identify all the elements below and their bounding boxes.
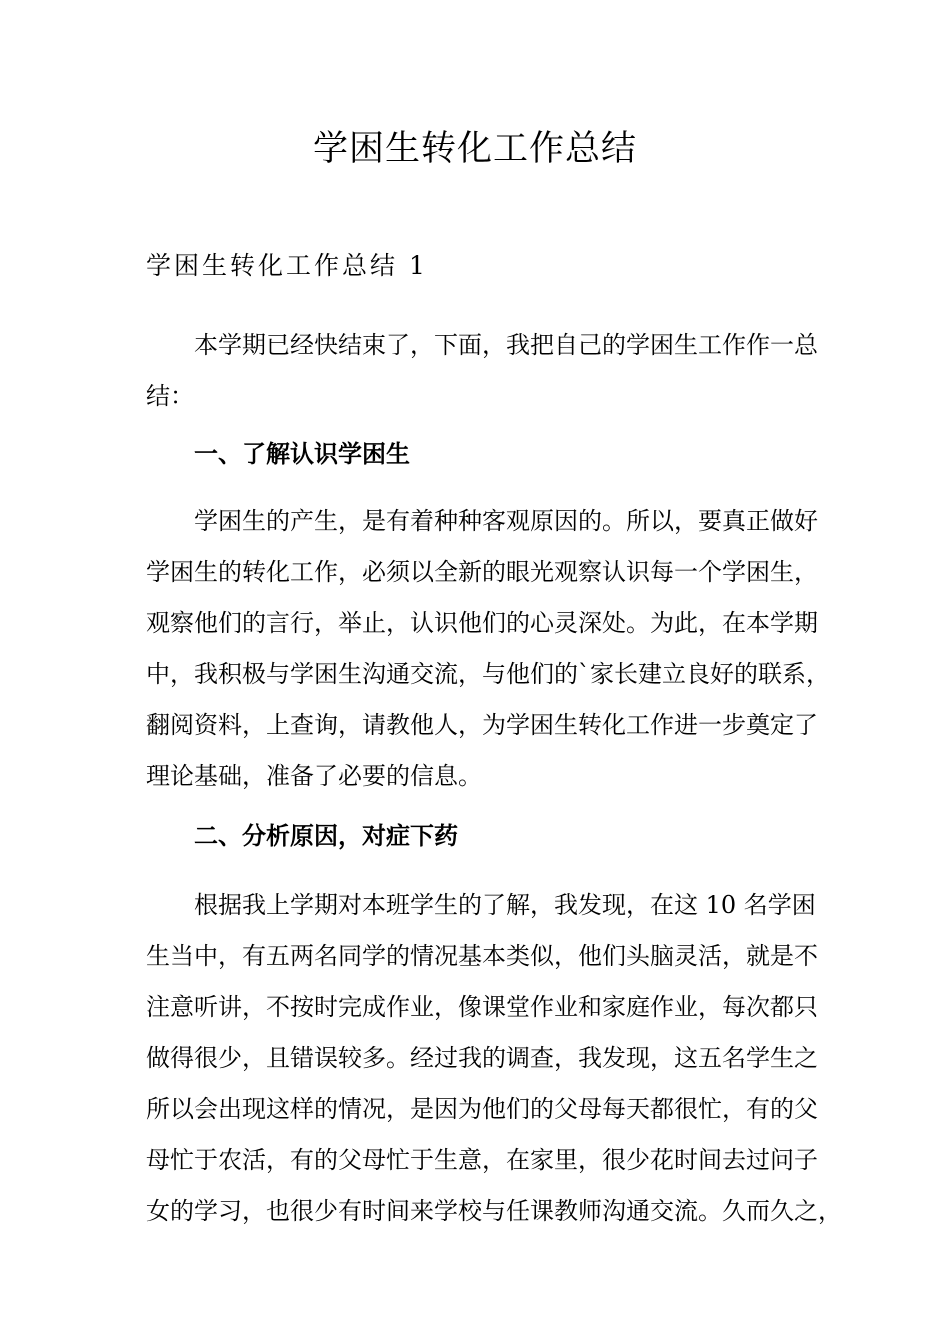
subheading-understand: 一、了解认识学困生 [194, 439, 410, 468]
section-heading: 学困生转化工作总结 1 [146, 251, 428, 280]
paragraph-line: 做得很少，且错误较多。经过我的调查，我发现，这五名学生之 [146, 1044, 818, 1072]
paragraph-line: 生当中，有五两名同学的情况基本类似，他们头脑灵活，就是不 [146, 942, 818, 970]
paragraph-line: 学困生的转化工作，必须以全新的眼光观察认识每一个学困生， [146, 558, 818, 586]
intro-paragraph [146, 320, 818, 422]
paragraph-line: 本学期已经快结束了，下面，我把自己的学困生工作作一总 [194, 331, 818, 359]
paragraph-line: 所以会出现这样的情况，是因为他们的父母每天都很忙，有的父 [146, 1095, 818, 1123]
subheading-analysis: 二、分析原因，对症下药 [194, 821, 458, 850]
paragraph-line: 注意听讲，不按时完成作业，像课堂作业和家庭作业，每次都只 [146, 993, 818, 1021]
paragraph-understand [146, 496, 830, 802]
paragraph-line: 学困生的产生，是有着种种客观原因的。所以，要真正做好 [194, 507, 818, 535]
paragraph-line: 结： [146, 382, 194, 410]
paragraph-analysis [146, 880, 842, 1237]
paragraph-line: 翻阅资料，上查询，请教他人，为学困生转化工作进一步奠定了 [146, 711, 818, 739]
document-title: 学困生转化工作总结 [312, 129, 637, 169]
paragraph-line: 女的学习，也很少有时间来学校与任课教师沟通交流。久而久之， [146, 1197, 842, 1225]
paragraph-line: 根据我上学期对本班学生的了解，我发现，在这 10 名学困 [194, 891, 816, 919]
paragraph-line: 理论基础，准备了必要的信息。 [146, 762, 482, 790]
paragraph-line: 中，我积极与学困生沟通交流，与他们的`家长建立良好的联系， [146, 660, 830, 688]
paragraph-line: 观察他们的言行，举止，认识他们的心灵深处。为此，在本学期 [146, 609, 818, 637]
paragraph-line: 母忙于农活，有的父母忙于生意，在家里，很少花时间去过问子 [146, 1146, 818, 1174]
